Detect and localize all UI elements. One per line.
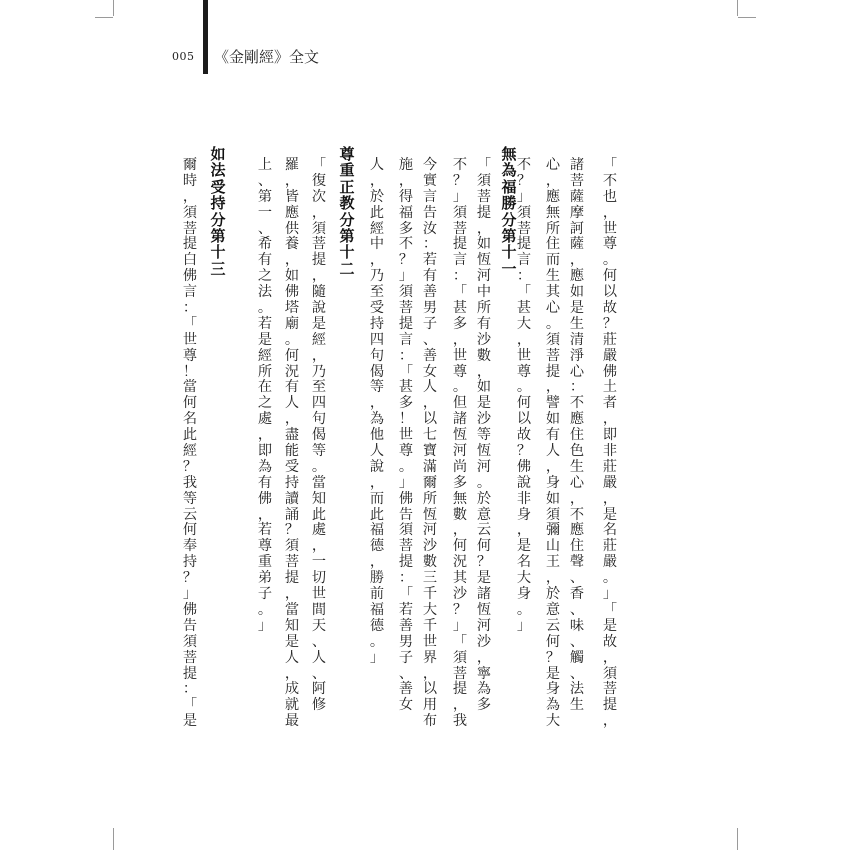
- text-column: 施 ， 得 福 多 不 ？ 」 須 菩 提 言 ： 「 甚 多 ！ 世 尊 。 」 佛 告 須 菩 提 ： 「 若 善 男 子 、 善 女: [398, 157, 414, 714]
- crop-mark-top-right-v: [737, 0, 738, 16]
- text-column: 「 須 菩 提 ， 如 恆 河 中 所 有 沙 數 ， 如 是 沙 等 恆 河 。 於 意 云 何 ？ 是 諸 恆 河 沙 ， 寧 為 多: [476, 157, 492, 714]
- text-column: 諸 菩 薩 摩 訶 薩 ， 應 如 是 生 清 淨 心 ： 不 應 住 色 生 心 ， 不 應 住 聲 、 香 、 味 、 觸 、 法 生: [569, 157, 585, 714]
- text-column: 心 ， 應 無 所 住 而 生 其 心 。 須 菩 提 ， 譬 如 有 人 ， 身 如 須 彌 山 王 ， 於 意 云 何 ？ 是 身 為 大: [545, 157, 561, 730]
- text-column: 今 實 言 告 汝 ： 若 有 善 男 子 、 善 女 人 ， 以 七 寶 滿 爾 所 恆 河 沙 數 三 千 大 千 世 界 ， 以 用 布: [422, 157, 438, 730]
- text-column: 羅 ， 皆 應 供 養 ， 如 佛 塔 廟 。 何 況 有 人 ， 盡 能 受 持 讀 誦 ？ 須 菩 提 ， 當 知 是 人 ， 成 就 最: [284, 157, 300, 730]
- text-column: 爾 時 ， 須 菩 提 白 佛 言 ： 「 世 尊 ！ 當 何 名 此 經 ？ 我 等 云 何 奉 持 ？ 」 佛 告 須 菩 提 ： 「 是: [182, 157, 198, 730]
- text-column: 不 ？ 」 須 菩 提 言 ： 「 甚 多 ， 世 尊 。 但 諸 恆 河 尚 多 無 數 ， 何 況 其 沙 ？ 」 「 須 菩 提 ， 我: [452, 157, 468, 730]
- header-rule: [203, 0, 208, 74]
- text-column: 「 復 次 ， 須 菩 提 ， 隨 說 是 經 ， 乃 至 四 句 偈 等 。 當 知 此 處 ， 一 切 世 間 天 、 人 、 阿 修: [311, 157, 327, 714]
- section-heading: 尊 重 正 教 分 第 十 二: [339, 145, 355, 278]
- crop-mark-bottom-left-v: [113, 828, 114, 850]
- crop-mark-bottom-right-v: [737, 828, 738, 850]
- text-column: 人 ， 於 此 經 中 ， 乃 至 受 持 四 句 偈 等 ， 為 他 人 說 ， 而 此 福 德 ， 勝 前 福 德 。 」: [369, 157, 385, 666]
- text-column: 不 ？ 」 須 菩 提 言 ： 「 甚 大 ， 世 尊 。 何 以 故 ？ 佛 說 非 身 ， 是 名 大 身 。 」: [516, 157, 532, 634]
- text-column: 「 不 也 ， 世 尊 。 何 以 故 ？ 莊 嚴 佛 土 者 ， 即 非 莊 嚴 ， 是 名 莊 嚴 。 」 「 是 故 ， 須 菩 提 ，: [602, 157, 618, 730]
- crop-mark-top-right-h: [738, 17, 756, 18]
- crop-mark-top-left-v: [113, 0, 114, 16]
- text-column: 上 、 第 一 、 希 有 之 法 。 若 是 經 所 在 之 處 ， 即 為 有 佛 ， 若 尊 重 弟 子 。 」: [257, 157, 273, 634]
- running-title: 《金剛經》全文: [214, 48, 320, 66]
- section-heading: 無 為 福 勝 分 第 十 一: [501, 145, 517, 278]
- section-heading: 如 法 受 持 分 第 十 三: [210, 145, 226, 278]
- page-number: 005: [172, 50, 195, 63]
- crop-mark-top-left-h: [95, 17, 113, 18]
